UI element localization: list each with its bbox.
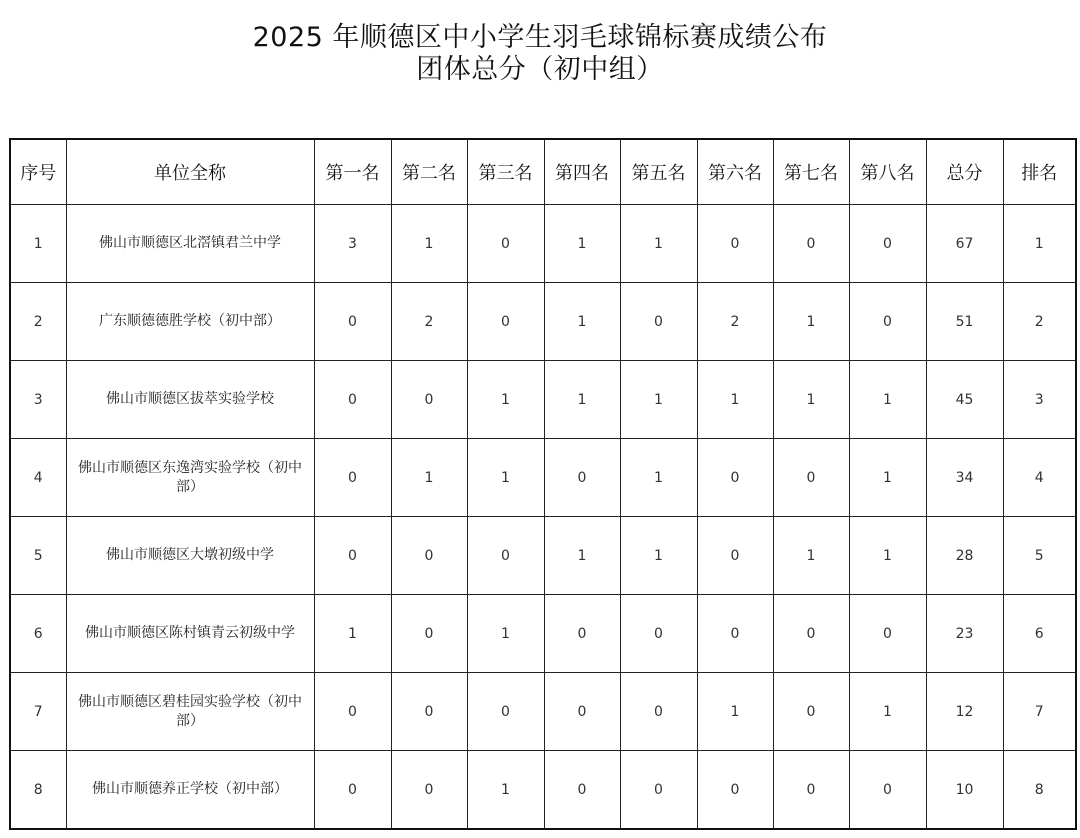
table-cell: 0 [697, 439, 773, 517]
table-cell: 0 [849, 751, 926, 830]
school-name-cell: 佛山市顺德区东逸湾实验学校（初中部） [66, 439, 314, 517]
table-cell: 7 [10, 673, 66, 751]
table-cell: 51 [926, 283, 1003, 361]
table-cell: 0 [544, 595, 620, 673]
table-row [10, 673, 1076, 751]
table-row [10, 439, 1076, 517]
table-cell: 6 [1003, 595, 1076, 673]
table-cell: 67 [926, 205, 1003, 283]
table-cell: 0 [314, 751, 391, 830]
table-cell: 5 [10, 517, 66, 595]
header-cell: 第六名 [697, 139, 773, 205]
header-cell: 第八名 [849, 139, 926, 205]
school-name-cell: 佛山市顺德区北滘镇君兰中学 [66, 205, 314, 283]
header-cell: 第五名 [620, 139, 697, 205]
table-cell: 0 [544, 751, 620, 830]
table-cell: 0 [391, 595, 467, 673]
table-cell: 0 [849, 595, 926, 673]
header-cell: 第二名 [391, 139, 467, 205]
table-row [10, 595, 1076, 673]
header-cell: 单位全称 [66, 139, 314, 205]
header-cell: 第七名 [773, 139, 849, 205]
school-name-cell: 佛山市顺德养正学校（初中部） [66, 751, 314, 830]
table-cell: 1 [391, 205, 467, 283]
table-cell: 1 [849, 517, 926, 595]
table-cell: 0 [544, 439, 620, 517]
title-line-1: 2025 年顺德区中小学生羽毛球锦标赛成绩公布 [252, 22, 828, 53]
table-cell: 0 [467, 205, 544, 283]
table-cell: 1 [849, 361, 926, 439]
table-cell: 0 [773, 205, 849, 283]
header-cell: 第一名 [314, 139, 391, 205]
header-cell: 第四名 [544, 139, 620, 205]
table-cell: 0 [314, 517, 391, 595]
table-cell: 2 [391, 283, 467, 361]
table-cell: 0 [849, 283, 926, 361]
table-cell: 1 [620, 439, 697, 517]
table-cell: 45 [926, 361, 1003, 439]
table-cell: 0 [620, 751, 697, 830]
title-line-2: 团体总分（初中组） [416, 54, 664, 85]
table-cell: 0 [467, 673, 544, 751]
table-cell: 34 [926, 439, 1003, 517]
table-cell: 0 [314, 361, 391, 439]
table-cell: 0 [620, 283, 697, 361]
table-row [10, 205, 1076, 283]
school-name-cell: 佛山市顺德区陈村镇青云初级中学 [66, 595, 314, 673]
table-cell: 0 [773, 595, 849, 673]
table-cell: 0 [773, 751, 849, 830]
header-cell: 总分 [926, 139, 1003, 205]
table-cell: 3 [10, 361, 66, 439]
table-cell: 1 [544, 361, 620, 439]
table-cell: 1 [1003, 205, 1076, 283]
table-cell: 1 [620, 361, 697, 439]
table-cell: 1 [849, 673, 926, 751]
header-cell: 第三名 [467, 139, 544, 205]
table-row [10, 751, 1076, 830]
table-cell: 1 [773, 361, 849, 439]
table-cell: 0 [697, 205, 773, 283]
table-cell: 0 [697, 595, 773, 673]
table-cell: 1 [467, 751, 544, 830]
table-cell: 0 [697, 517, 773, 595]
table-cell: 0 [314, 439, 391, 517]
school-name-cell: 广东顺德德胜学校（初中部） [66, 283, 314, 361]
table-cell: 2 [697, 283, 773, 361]
table-cell: 1 [467, 439, 544, 517]
table-cell: 8 [10, 751, 66, 830]
table-cell: 4 [1003, 439, 1076, 517]
table-cell: 4 [10, 439, 66, 517]
table-cell: 0 [467, 283, 544, 361]
table-cell: 2 [1003, 283, 1076, 361]
table-cell: 1 [10, 205, 66, 283]
table-cell: 0 [391, 751, 467, 830]
table-cell: 0 [620, 673, 697, 751]
table-cell: 0 [467, 517, 544, 595]
table-row [10, 283, 1076, 361]
table-cell: 3 [314, 205, 391, 283]
table-cell: 1 [849, 439, 926, 517]
table-cell: 1 [314, 595, 391, 673]
table-row [10, 361, 1076, 439]
table-cell: 28 [926, 517, 1003, 595]
table-cell: 0 [391, 361, 467, 439]
table-cell: 0 [391, 673, 467, 751]
table-cell: 0 [849, 205, 926, 283]
table-cell: 1 [544, 205, 620, 283]
table-cell: 12 [926, 673, 1003, 751]
table-cell: 0 [773, 673, 849, 751]
table-cell: 0 [773, 439, 849, 517]
table-header-row [10, 139, 1076, 205]
header-cell: 序号 [10, 139, 66, 205]
page-title [0, 22, 1080, 86]
school-name-cell: 佛山市顺德区大墩初级中学 [66, 517, 314, 595]
table-row [10, 517, 1076, 595]
table-cell: 0 [391, 517, 467, 595]
table-cell: 1 [620, 205, 697, 283]
table-cell: 2 [10, 283, 66, 361]
table-cell: 0 [620, 595, 697, 673]
results-table [9, 138, 1077, 830]
table-cell: 1 [391, 439, 467, 517]
table-cell: 1 [467, 361, 544, 439]
table-cell: 0 [697, 751, 773, 830]
table-cell: 8 [1003, 751, 1076, 830]
table-cell: 0 [314, 283, 391, 361]
table-cell: 23 [926, 595, 1003, 673]
table-cell: 1 [697, 361, 773, 439]
table-cell: 1 [544, 283, 620, 361]
table-cell: 0 [544, 673, 620, 751]
table-cell: 1 [467, 595, 544, 673]
table-cell: 3 [1003, 361, 1076, 439]
table-cell: 0 [314, 673, 391, 751]
table-cell: 1 [773, 283, 849, 361]
school-name-cell: 佛山市顺德区拔萃实验学校 [66, 361, 314, 439]
header-cell: 排名 [1003, 139, 1076, 205]
school-name-cell: 佛山市顺德区碧桂园实验学校（初中部） [66, 673, 314, 751]
table-cell: 7 [1003, 673, 1076, 751]
table-cell: 6 [10, 595, 66, 673]
table-cell: 5 [1003, 517, 1076, 595]
table-cell: 1 [697, 673, 773, 751]
table-cell: 1 [620, 517, 697, 595]
table-cell: 1 [773, 517, 849, 595]
table-cell: 10 [926, 751, 1003, 830]
table-cell: 1 [544, 517, 620, 595]
